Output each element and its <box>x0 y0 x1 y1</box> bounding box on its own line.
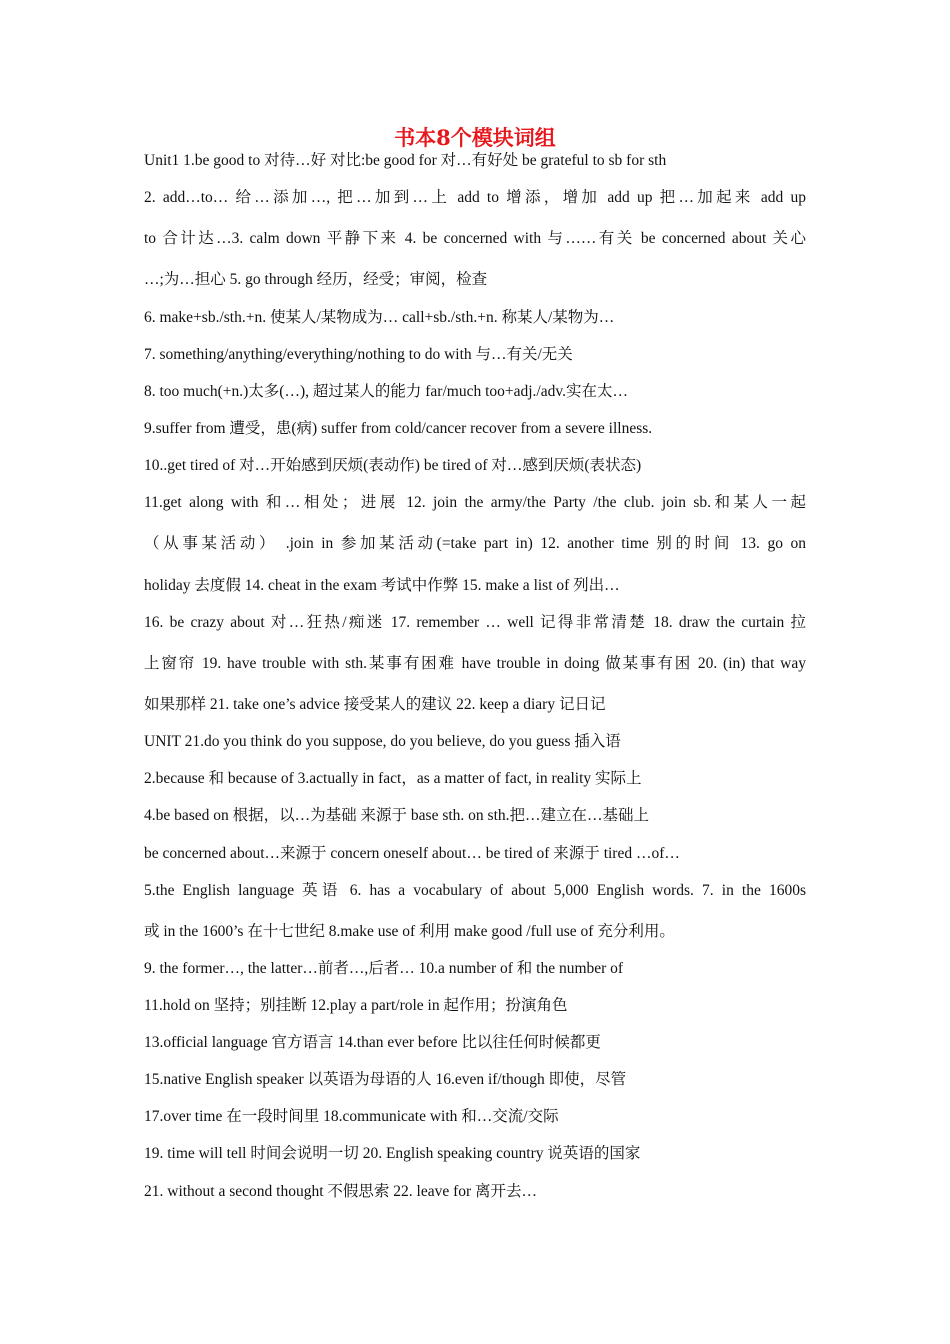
text-line: 15.native English speaker 以英语为母语的人 16.even if/though 即使，尽管 <box>144 1071 627 1088</box>
text-line: UNIT 21.do you think do you suppose, do you believe, do you guess 插入语 <box>144 733 621 750</box>
text-line: 6. make+sb./sth.+n. 使某人/某物成为… call+sb./sth.+n. 称某人/某物为… <box>144 309 615 326</box>
text-line: 13.official language 官方语言 14.than ever before 比以往任何时候都更 <box>144 1034 601 1051</box>
text-line: 16. be crazy about 对…狂热/痴迷 17. remember … well 记得非常清楚 18. draw the curtain 拉 <box>144 614 806 631</box>
text-line: 9. the former…, the latter…前者…,后者… 10.a number of 和 the number of <box>144 960 624 977</box>
text-line: 11.get along with 和…相处；进展 12. join the army/the Party /the club. join sb.和某人一起 <box>144 494 806 511</box>
text-line: 5.the English language 英语 6. has a vocabulary of about 5,000 English words. 7. in the 1600s <box>144 882 806 899</box>
text-line: 4.be based on 根据，以…为基础 来源于 base sth. on sth.把…建立在…基础上 <box>144 807 650 824</box>
text-line: …;为…担心 5. go through 经历，经受；审阅，检查 <box>144 271 488 288</box>
text-line: 或 in the 1600’s 在十七世纪 8.make use of 利用 make good /full use of 充分利用。 <box>144 923 675 940</box>
text-line: 2.because 和 because of 3.actually in fact，as a matter of fact, in reality 实际上 <box>144 770 642 787</box>
text-line: 10..get tired of 对…开始感到厌烦(表动作) be tired of 对…感到厌烦(表状态) <box>144 457 642 474</box>
text-line: to 合计达…3. calm down 平静下来 4. be concerned with 与……有关 be concerned about 关心 <box>144 230 806 247</box>
text-line: 如果那样 21. take one’s advice 接受某人的建议 22. keep a diary 记日记 <box>144 696 606 713</box>
text-line: （从事某活动） .join in 参加某活动(=take part in) 12. another time 别的时间 13. go on <box>144 535 806 552</box>
text-line: be concerned about…来源于 concern oneself about… be tired of 来源于 tired …of… <box>144 845 680 862</box>
text-line: holiday 去度假 14. cheat in the exam 考试中作弊 15. make a list of 列出… <box>144 577 620 594</box>
text-line: 9.suffer from 遭受，患(病) suffer from cold/cancer recover from a severe illness. <box>144 420 653 437</box>
text-line: 8. too much(+n.)太多(…), 超过某人的能力 far/much too+adj./adv.实在太… <box>144 383 628 400</box>
text-line: 19. time will tell 时间会说明一切 20. English speaking country 说英语的国家 <box>144 1145 641 1162</box>
text-line: Unit1 1.be good to 对待…好 对比:be good for 对…有好处 be grateful to sb for sth <box>144 152 667 169</box>
text-line: 17.over time 在一段时间里 18.communicate with 和…交流/交际 <box>144 1108 559 1125</box>
text-line: 2. add…to… 给…添加…, 把…加到…上 add to 增添，增加 add up 把…加起来 add up <box>144 189 806 206</box>
text-line: 21. without a second thought 不假思索 22. leave for 离开去… <box>144 1183 538 1200</box>
text-line: 7. something/anything/everything/nothing to do with 与…有关/无关 <box>144 346 573 363</box>
page-title: 书本8个模块词组 <box>394 125 556 150</box>
text-line: 11.hold on 坚持；别挂断 12.play a part/role in 起作用；扮演角色 <box>144 997 568 1014</box>
text-line: 上窗帘 19. have trouble with sth.某事有困难 have trouble in doing 做某事有困 20. (in) that way <box>144 655 806 672</box>
